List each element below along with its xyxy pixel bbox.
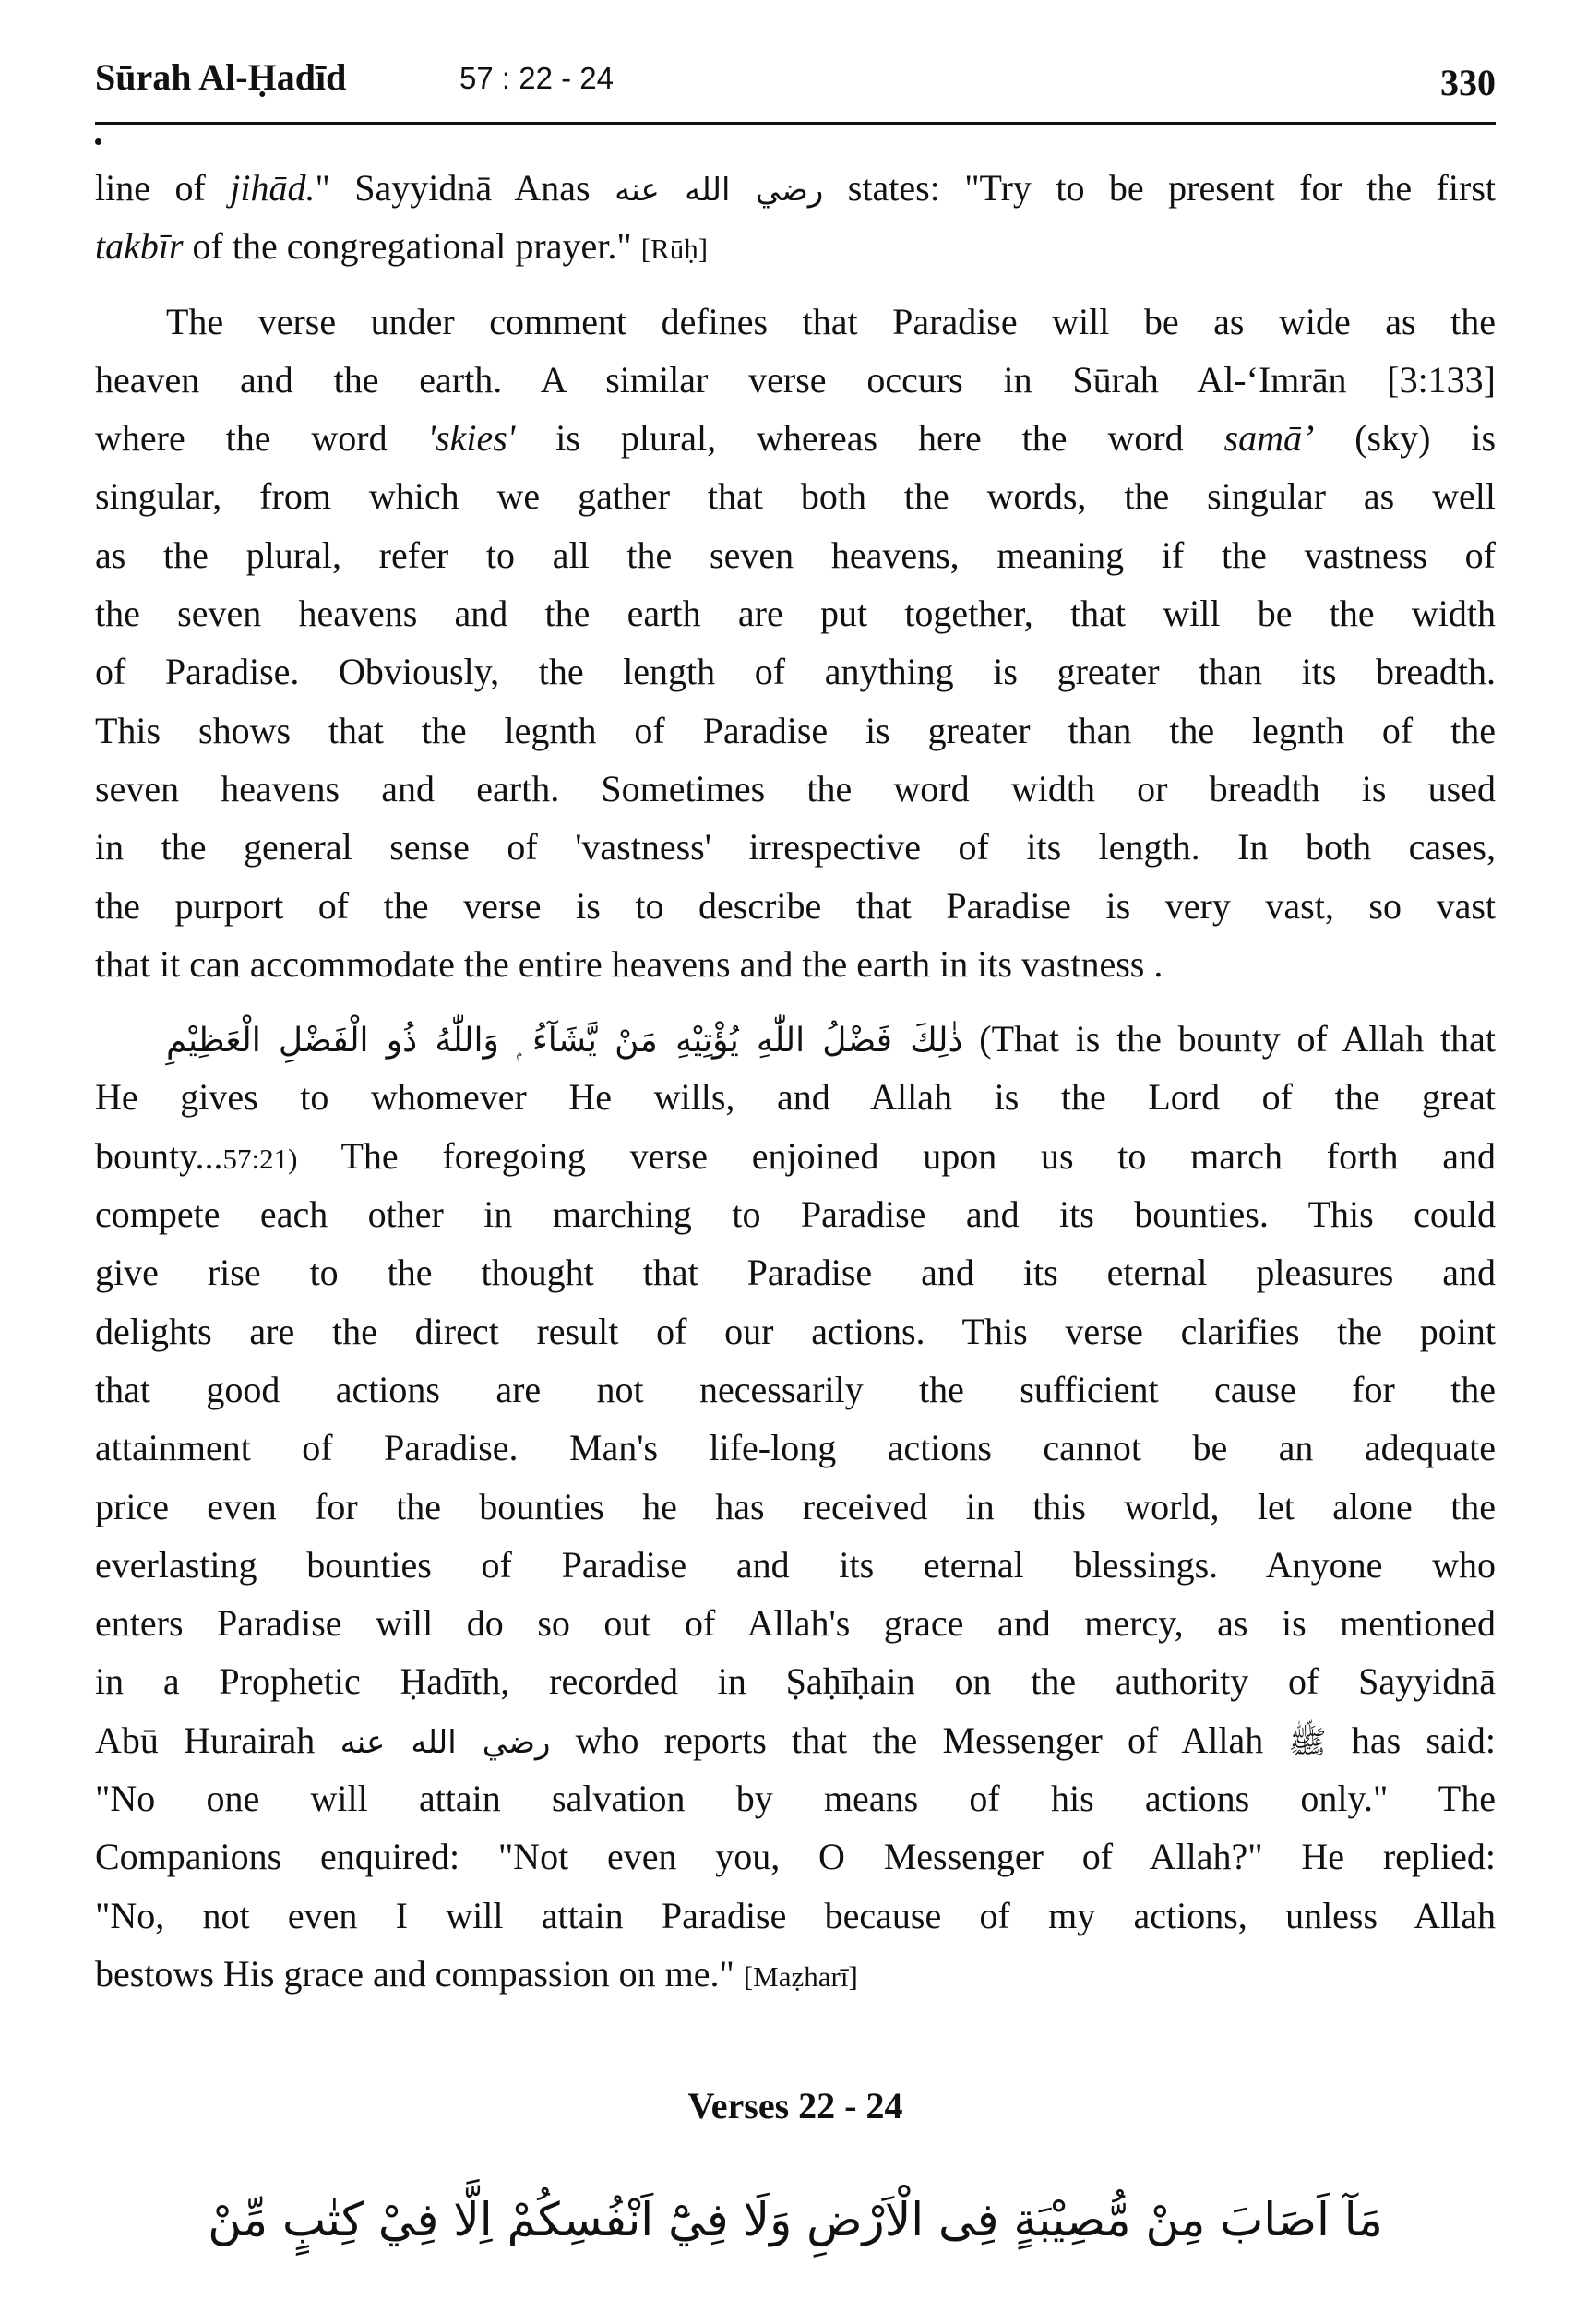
text-line: where the word 'skies' is plural, whereas here the word samā’ (sky) is (95, 417, 1497, 460)
text-line: compete each other in marching to Paradise and its bounties. This could (95, 1193, 1496, 1236)
text-line: give rise to the thought that Paradise and its eternal pleasures and (95, 1252, 1496, 1294)
text-line: singular, from which we gather that both the words, the singular as well (95, 475, 1496, 518)
text-line: attainment of Paradise. Man's life-long actions cannot be an adequate (95, 1427, 1496, 1469)
text-line: bestows His grace and compassion on me." [Maẓharī] (95, 1952, 858, 1995)
arabic-verse-text (95, 2169, 1496, 2282)
text-line: of Paradise. Obviously, the length of anything is greater than its breadth. (95, 651, 1496, 693)
paragraph-width-of-paradise (95, 293, 1496, 994)
text-line: that good actions are not necessarily the sufficient cause for the (95, 1368, 1496, 1410)
running-header (95, 55, 1496, 111)
page-number: 330 (1440, 62, 1496, 103)
surah-title: Sūrah Al-Ḥadīd (95, 56, 347, 98)
honorific-seal: رضي الله عنه (615, 172, 824, 209)
text-line: Abū Hurairah رضي الله عنه who reports that the Messenger of Allah ﷺ has said: (95, 1719, 1496, 1761)
text-line: everlasting bounties of Paradise and its eternal blessings. Anyone who (95, 1543, 1496, 1586)
source-citation: [Rūḥ] (640, 233, 709, 266)
text-line: line of jihād." Sayyidnā Anas رضي الله عنه states: "Try to be present for the first (95, 167, 1496, 209)
paragraph-continued (95, 159, 1496, 276)
text-line: He gives to whomever He wills, and Allah is the Lord of the great (95, 1076, 1496, 1119)
section-heading: Verses 22 - 24 (687, 2085, 903, 2126)
text-line: the purport of the verse is to describe that Paradise is very vast, so vast (95, 884, 1496, 927)
arabic-verse-quote: ذٰلِكَ فَضْلُ اللّٰهِ يُؤْتِيْهِ مَنْ يَّشَآءُ ۭ وَاللّٰهُ ذُو الْفَضْلِ الْعَظِيْمِ (166, 1022, 963, 1060)
text-line: enters Paradise will do so out of Allah's grace and mercy, as is mentioned (95, 1602, 1496, 1645)
text-line: "No, not even I will attain Paradise because of my actions, unless Allah (95, 1894, 1496, 1936)
text-line: "No one will attain salvation by means of his actions only." The (95, 1778, 1496, 1820)
text-line: delights are the direct result of our actions. This verse clarifies the point (95, 1310, 1496, 1352)
honorific-seal: رضي الله عنه (340, 1723, 551, 1761)
source-citation: [Maẓharī] (743, 1959, 858, 1993)
header-rule (95, 122, 1496, 125)
text-line: ذٰلِكَ فَضْلُ اللّٰهِ يُؤْتِيْهِ مَنْ يَّشَآءُ ۭ وَاللّٰهُ ذُو الْفَضْلِ الْعَظِيْمِ (That is the bounty of Allah that (166, 1018, 1496, 1060)
text-line: that it can accommodate the entire heavens and the earth in its vastness . (95, 942, 1163, 985)
text-line: This shows that the legnth of Paradise is greater than the legnth of the (95, 709, 1496, 751)
text-line: Companions enquired: "Not even you, O Messenger of Allah?" He replied: (95, 1836, 1496, 1878)
text-line: heaven and the earth. A similar verse occurs in Sūrah Al-‘Imrān [3:133] (95, 358, 1496, 401)
text-line: in the general sense of 'vastness' irrespective of its length. In both cases, (95, 826, 1496, 869)
verse-reference: 57:21) (222, 1142, 298, 1175)
salutation-seal: ﷺ (1288, 1723, 1327, 1761)
verse-range: 57 : 22 - 24 (459, 61, 614, 95)
arabic-verse-line: مَآ اَصَابَ مِنْ مُّصِيْبَةٍ فِى الْاَرْضِ وَلَا فِيْٓ اَنْفُسِكُمْ اِلَّا فِيْ كِتٰبٍ مِّنْ (208, 2193, 1383, 2246)
text-line: in a Prophetic Ḥadīth, recorded in Ṣaḥīḥain on the authority of Sayyidnā (95, 1660, 1496, 1703)
rule-dot (95, 138, 101, 145)
text-line: takbīr of the congregational prayer." [Rūḥ] (95, 225, 709, 268)
text-line: seven heavens and earth. Sometimes the word width or breadth is used (95, 767, 1496, 809)
text-line: bounty...57:21) The foregoing verse enjoined upon us to march forth and (95, 1134, 1496, 1177)
text-line: price even for the bounties he has received in this world, let alone the (95, 1485, 1496, 1527)
text-line: The verse under comment defines that Paradise will be as wide as the (166, 300, 1496, 342)
paragraph-bounty-of-allah (95, 1010, 1496, 2003)
text-line: the seven heavens and the earth are put together, that will be the width (95, 593, 1496, 635)
body-text (95, 159, 1496, 2003)
text-line: as the plural, refer to all the seven heavens, meaning if the vastness of (95, 533, 1496, 576)
